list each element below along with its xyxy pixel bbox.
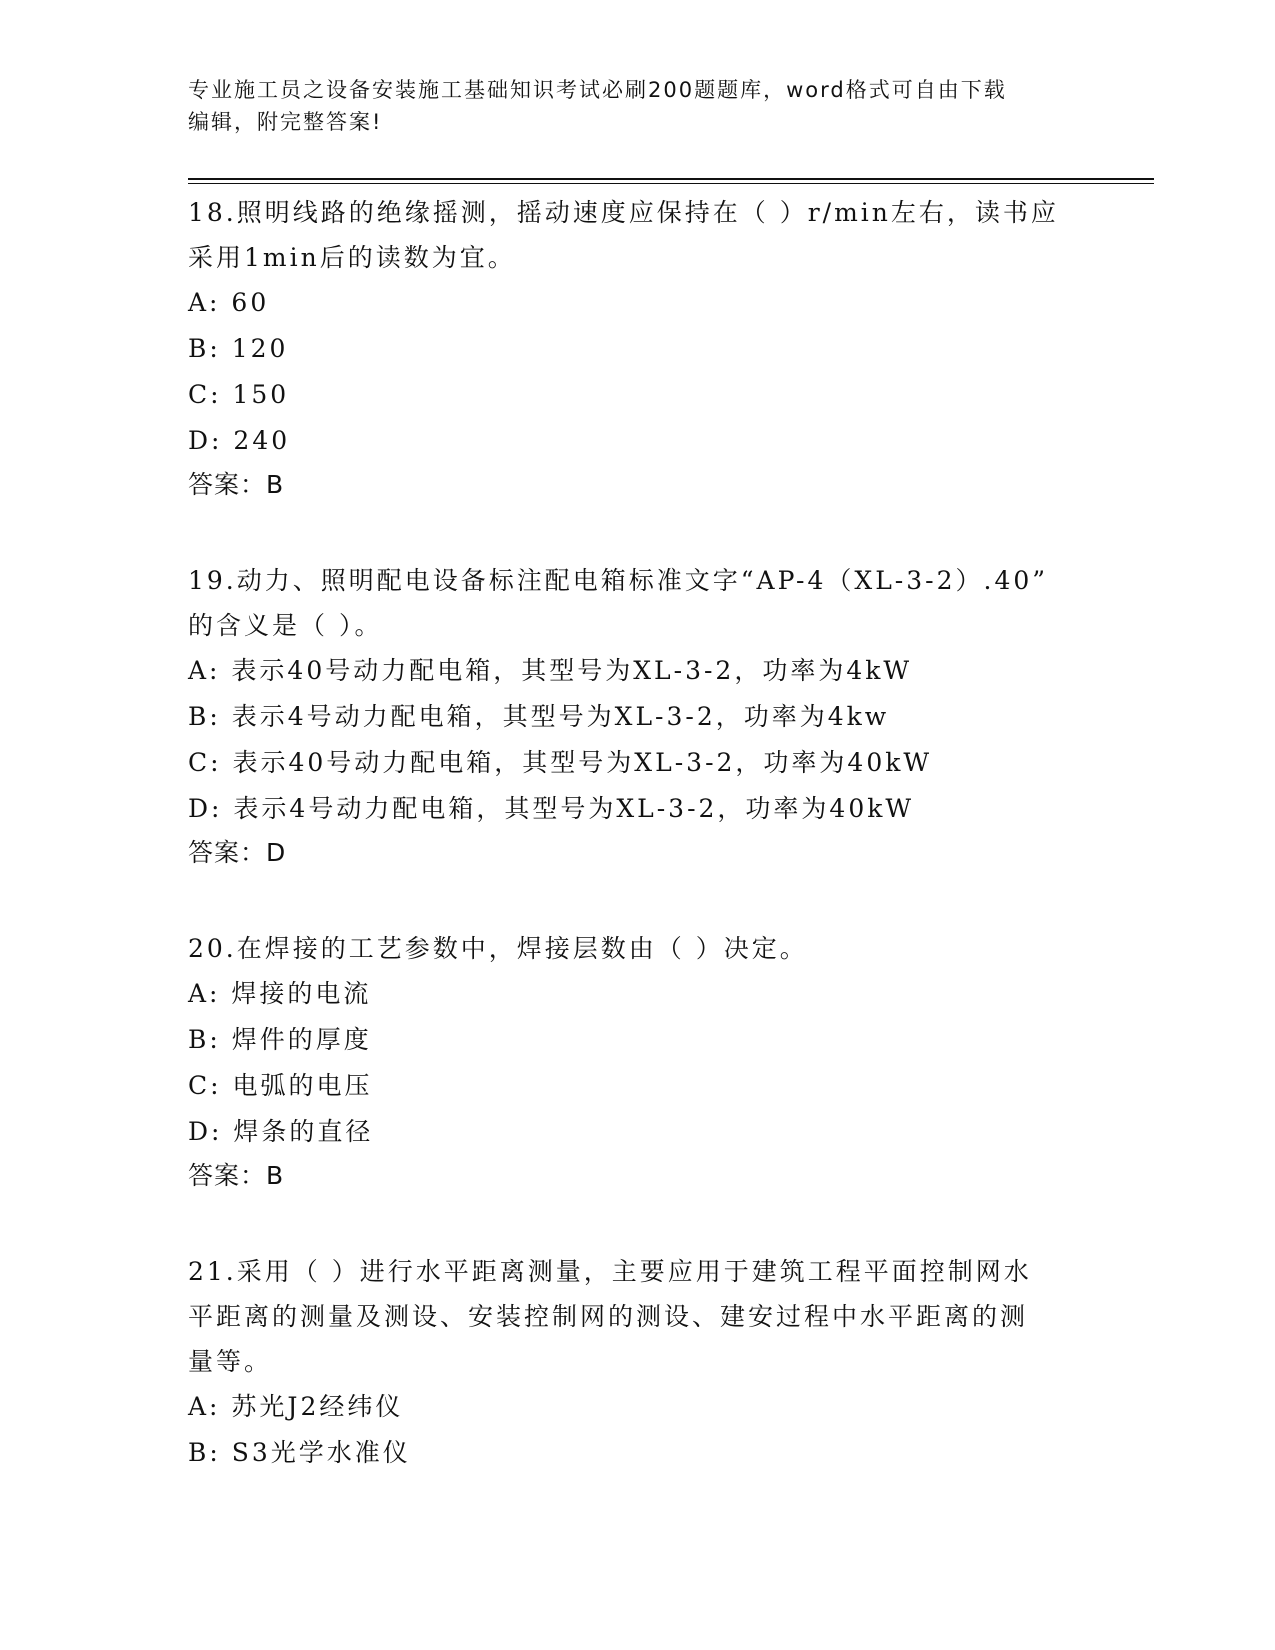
option-c: C: 表示40号动力配电箱，其型号为XL-3-2，功率为40kW	[188, 748, 933, 777]
option-c: C: 电弧的电压	[188, 1071, 373, 1100]
option-b: B: 120	[188, 334, 289, 363]
header-divider-thin	[188, 183, 1154, 184]
answer-label: 答案：B	[188, 1161, 285, 1190]
option-a: A: 表示40号动力配电箱，其型号为XL-3-2，功率为4kW	[188, 656, 913, 685]
option-d: D: 表示4号动力配电箱，其型号为XL-3-2，功率为40kW	[188, 794, 915, 823]
header-divider	[188, 178, 1154, 180]
header-line-2: 编辑，附完整答案!	[188, 110, 383, 134]
option-a: A: 苏光J2经纬仪	[188, 1392, 404, 1421]
question-stem-line: 20.在焊接的工艺参数中，焊接层数由（ ）决定。	[188, 934, 808, 963]
question-list	[188, 190, 1088, 1476]
option-c: C: 150	[188, 380, 290, 409]
option-b: B: 表示4号动力配电箱，其型号为XL-3-2，功率为4kw	[188, 702, 890, 731]
header-line-1: 专业施工员之设备安装施工基础知识考试必刷200题题库，word格式可自由下载	[188, 78, 1007, 102]
question-stem-line: 采用1min后的读数为宜。	[188, 243, 516, 272]
question-18	[188, 190, 1088, 506]
document-header	[188, 74, 1068, 138]
question-19	[188, 558, 1088, 874]
answer-label: 答案：B	[188, 470, 285, 499]
option-a: A: 焊接的电流	[188, 979, 372, 1008]
option-d: D: 240	[188, 426, 291, 455]
question-stem-line: 平距离的测量及测设、安装控制网的测设、建安过程中水平距离的测	[188, 1302, 1029, 1331]
question-stem-line: 的含义是（ ）。	[188, 611, 383, 640]
question-20	[188, 926, 1088, 1197]
question-stem-line: 21.采用（ ）进行水平距离测量，主要应用于建筑工程平面控制网水	[188, 1257, 1032, 1286]
question-stem-line: 19.动力、照明配电设备标注配电箱标准文字“AP-4（XL-3-2）.40”	[188, 566, 1049, 595]
answer-label: 答案：D	[188, 838, 287, 867]
question-stem-line: 量等。	[188, 1347, 273, 1376]
option-d: D: 焊条的直径	[188, 1117, 374, 1146]
option-a: A: 60	[188, 288, 270, 317]
question-stem-line: 18.照明线路的绝缘摇测，摇动速度应保持在（ ）r/min左右，读书应	[188, 198, 1059, 227]
option-b: B: 焊件的厚度	[188, 1025, 372, 1054]
question-21	[188, 1249, 1088, 1476]
option-b: B: S3光学水准仪	[188, 1438, 411, 1467]
